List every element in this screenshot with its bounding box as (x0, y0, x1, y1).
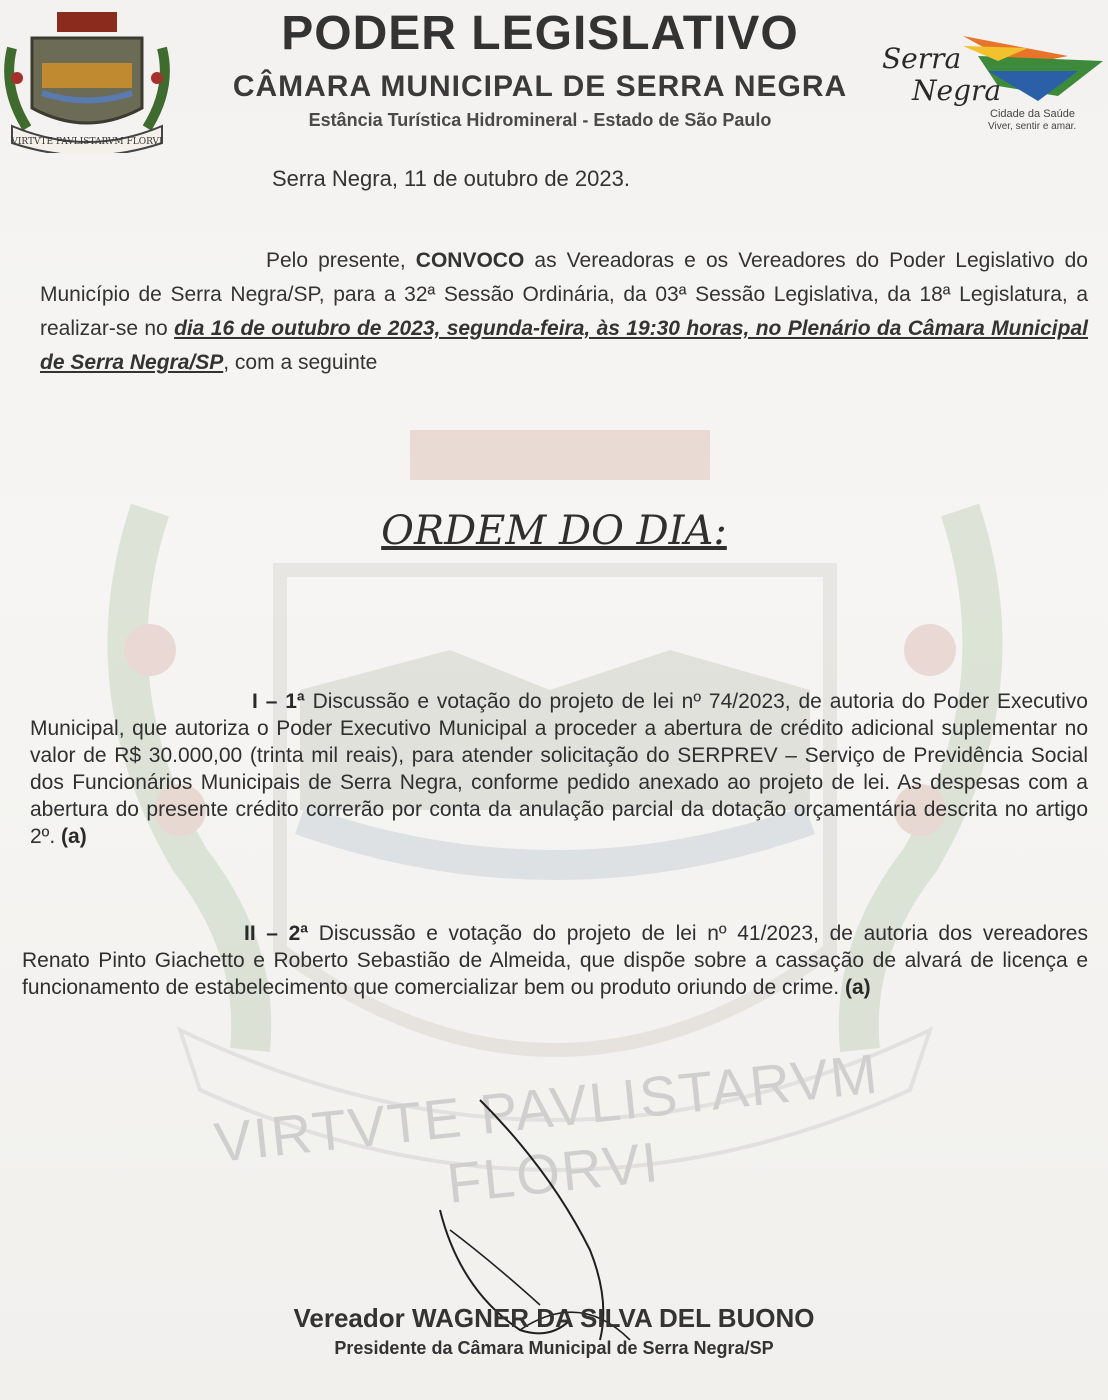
header-subtitle: CÂMARA MUNICIPAL DE SERRA NEGRA (232, 70, 848, 103)
header-tagline: Estância Turística Hidromineral - Estado de São Paulo (308, 110, 772, 130)
convocation-verb: CONVOCO (415, 249, 525, 272)
convocation-lead: Pelo presente, (266, 249, 406, 272)
agenda-item-text: Discussão e votação do projeto de lei nº 74/2023, de autoria do Poder Executivo Municipal, que autoriza o Poder Executivo Municipal a proceder a abertura de crédito adicional suplementar no valor de R$ 30.000,00 (trinta mil reais), para atender solicitação do SERPREV – Serviço de Previdência Social dos Funcionários Municipais de Serra Negra, conforme pedido anexado ao projeto de lei. As despesas com a abertura do presente crédito correrão por conta da anulação parcial da dotação orçamentária descrita no artigo 2º. (30, 690, 1088, 848)
signer-name: Vereador WAGNER DA SILVA DEL BUONO (293, 1303, 815, 1333)
agenda-title: ORDEM DO DIA: (381, 508, 727, 554)
agenda-item (22, 920, 1088, 1001)
brand-slogan-1: Cidade da Saúde (990, 108, 1076, 120)
agenda-item (30, 688, 1088, 850)
convocation-text-1: as Vereadoras e os Vereadores do Poder Legislativo do Município de Serra Negra/SP, para a 32ª Sessão Ordinária, da 03ª Sessão Legislativa, da 18ª Legislatura, a realizar-se no (40, 249, 1088, 340)
brand-negra-text: Negra (912, 74, 1002, 107)
signer-role: Presidente da Câmara Municipal de Serra Negra/SP (334, 1338, 774, 1358)
header-title: PODER LEGISLATIVO (281, 7, 799, 60)
agenda-item-number: I – 1ª (252, 690, 305, 713)
brand-serra-text: Serra (882, 42, 962, 75)
agenda-item-note: (a) (844, 976, 871, 999)
crest-motto-text: VIRTVTE PAVLISTARVM FLORVI (11, 137, 163, 147)
convocation-paragraph (40, 244, 1088, 380)
convocation-highlight: dia 16 de outubro de 2023, segunda-feira, às 19:30 horas, no Plenário da Câmara Municipal de Serra Negra/SP (40, 317, 1088, 374)
agenda-item-note: (a) (61, 825, 87, 848)
city-crest-logo (2, 8, 172, 153)
agenda-item-text: Discussão e votação do projeto de lei nº 41/2023, de autoria dos vereadores Renato Pinto Giachetto e Roberto Sebastião de Almeida, que dispõe sobre a cassação de alvará de licença e funcionamento de estabelecimento que comercializar bem ou produto oriundo de crime. (22, 922, 1088, 999)
document-date: Serra Negra, 11 de outubro de 2023. (272, 166, 630, 191)
agenda-item-number: II – 2ª (244, 922, 309, 945)
watermark-motto: VIRTVTE PAVLISTARVM FLORVI (211, 1041, 882, 1215)
brand-slogan-2: Viver, sentir e amar. (988, 121, 1077, 132)
convocation-text-2: , com a seguinte (223, 351, 378, 374)
